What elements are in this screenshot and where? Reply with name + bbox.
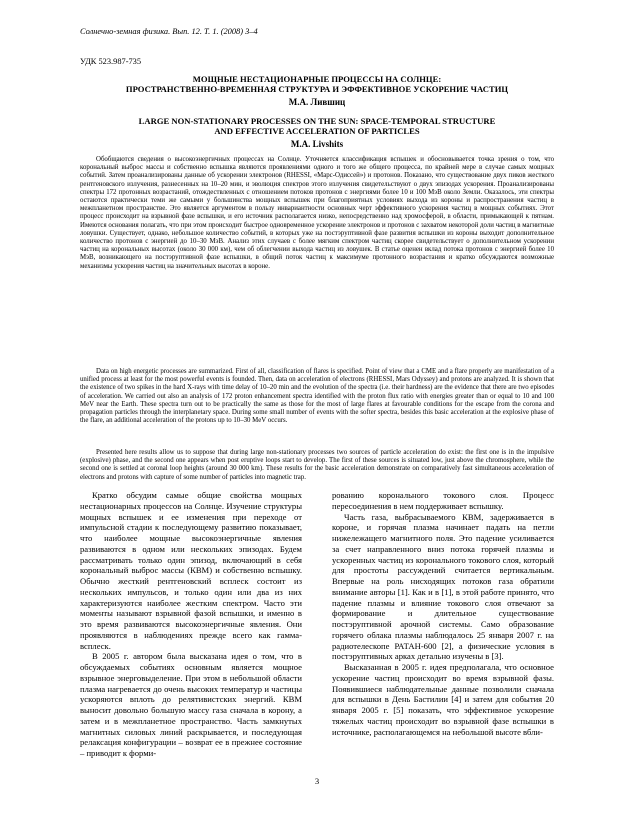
title-russian-line-2: ПРОСТРАНСТВЕННО-ВРЕМЕННАЯ СТРУКТУРА И ЭФФЕКТИВНОЕ УСКОРЕНИЕ ЧАСТИЦ (125, 84, 509, 95)
body-paragraph: рованию коронального токового слоя. Процесс пересоединения в нем поддерживает вспышку. (332, 490, 554, 511)
udk-code: УДК 523.987-735 (80, 57, 142, 66)
body-paragraph: Часть газа, выбрасываемого КВМ, задерживается в короне, и горячая плазма начинает падать на петли нижележащего магнитного поля. Это падение усиливается за счет направленного вниз потока горячей плазмы и ускоренных частиц из коронального токового слоя, который для простоты рассуждений считается вертикальным. Впервые на роль нисходящих потоков газа обратили внимание авторы [1]. Как и в [1], в этой работе принято, что падение плазмы и влияние токового слоя отвечают за формирование и длительное существование постэруптивной арочной системы. Само образование горячего облака плазмы наблюдалось 25 января 2007 г. на радиотелескопе РАТАН-600 [2], а физические условия в постэруптивных арках детально изучены в [3]. (332, 511, 554, 662)
title-russian (80, 74, 554, 95)
title-english-line-1: LARGE NON-STATIONARY PROCESSES ON THE SUN: SPACE-TEMPORAL STRUCTURE (138, 116, 496, 126)
title-english (80, 116, 554, 137)
abstract-english-paragraph-1: Data on high energetic processes are summarized. First of all, classification of flares is specified. Point of view that a CME and a flare properly are manifestation of a unified process at least for the most powerful events is founded. Then, data on acceleration of electrons (RHESSI, Mars Odyssey) and protons are analyzed. It is shown that the existence of two spikes in the hard X-rays with time delay of 10–20 min and the evolution of the spectra (i.e. their hardness) are the evidence that there are two episodes of acceleration. We carried out also an analysis of 172 proton enhancement spectra identified with the proton flux ratio with energies greater than or equal to 10 and 100 MeV near the Earth. These spectra turn out to be practically the same as those for the most of large flares at favourable conditions for the escape from the corona and propagation particles through the interplanetary space. During some small number of events with the softer spectra, besides this basic acceleration at the explosive phase of the flare, an additional acceleration of the protons up to 10–30 MeV occurs. (80, 368, 554, 425)
body-paragraph: Высказанная в 2005 г. идея предполагала, что основное ускорение частиц происходит во время взрывной фазы. Появившиеся наблюдательные данные позволили сначала для вспышки в День Бастилии [4] и затем для события 20 января 2005 г. [5] показать, что эффективное ускорение тяжелых частиц происходит во взрывной фазе вспышки в источнике, располагающемся на небольшой высоте вбли- (332, 662, 554, 737)
journal-header: Солнечно-земная физика. Вып. 12. Т. 1. (2008) 3–4 (80, 27, 258, 36)
author-russian: М.А. Лившиц (288, 97, 346, 107)
title-english-line-2: AND EFFECTIVE ACCELERATION OF PARTICLES (214, 126, 420, 137)
abstract-russian: Обобщаются сведения о высокоэнергичных процессах на Солнце. Уточняется классификация вспышек и обосновывается точка зрения о том, что корональный выброс массы и собственно вспышка являются проявлениями одного и того же общего процесса, по крайней мере в случае самых мощных событий. Затем проанализированы данные об ускорении электронов (RHESSI, «Марс-Одиссей») и протонов. Показано, что существование двух пиков жесткого рентгеновского излучения, разнесенных на 10–20 мин, и эволюция спектров этого излучения свидетельствуют о двух эпизодах ускорения. Проанализированы спектры 172 протонных возрастаний, отождествленных с отношением потоков протонов с энергиями более 10 и 100 МэВ около Земли. Оказалось, эти спектры остаются практически теми же самыми у большинства мощных вспышек при благоприятных условиях выхода из короны и распространения частиц в межпланетном пространстве. Это является аргументом в пользу инвариантности основных черт эффективного ускорения частиц в мощных событиях. Этот процесс происходит на взрывной фазе вспышки, и его источник располагается низко, непосредственно над хромосферой, в области, примыкающей к пятнам. Имеются основания полагать, что при этом происходит быстрое одновременное ускорение электронов и протонов с захватом некоторой доли частиц в магнитные ловушки. Существует, однако, небольшое количество событий, в которых уже на постэруптивной фазе развития вспышки из короны выходит дополнительное количество протонов с энергией до 10–30 МэВ. Анализ этих случаев с более мягким спектром частиц скорее свидетельствует о дополнительном ускорении частиц на корональных высотах (около 30 000 км), чем об облегчении выхода частиц из ловушек. В статье оценен вклад потока протонов с энергией более 10 МэВ, возникающего на постэруптивной фазе вспышки, в общий поток частиц к максимуме протонного возрастания и кратко обсуждаются возможные механизмы ускорения частиц на значительных высотах в короне. (80, 156, 554, 270)
body-column-right (332, 490, 554, 737)
title-russian-line-1: МОЩНЫЕ НЕСТАЦИОНАРНЫЕ ПРОЦЕССЫ НА СОЛНЦЕ: (192, 74, 442, 84)
body-paragraph: Кратко обсудим самые общие свойства мощных нестационарных процессов на Солнце. Изучение структуры мощных вспышек и ее изменения при переходе от импульсной стадии к последующему развитию показывает, что наиболее мощные высокоэнергичные явления развиваются в одном или нескольких эпизодах. Будем рассматривать только один эпизод, включающий в себя корональный выброс массы (КВМ) и собственно вспышку. Обычно жесткий рентгеновский всплеск состоит из нескольких импульсов, и только один или два из них характеризуются наиболее жестким спектром. Часто эти моменты называют взрывной фазой вспышки, и именно в это время развиваются высокоэнергичные явления. Они проявляются в наблюдениях прежде всего как гамма-всплеск. (80, 490, 302, 651)
author-english: M.A. Livshits (290, 139, 344, 149)
body-paragraph: В 2005 г. автором была высказана идея о том, что в обсуждаемых событиях основным является мощное взрывное энерговыделение. При этом в небольшой области плазма нагревается до очень высоких температур и частицы ускоряются вплоть до релятивистских энергий. КВМ выносит довольно большую массу газа сначала в корону, а затем и в межпланетное пространство. Часть замкнутых магнитных силовых линий раскрывается, и последующая релаксация конфигурации – возврат ее в прежнее состояние – приводит к форми- (80, 651, 302, 758)
body-column-left (80, 490, 302, 759)
abstract-english-paragraph-2: Presented here results allow us to suppose that during large non-stationary processes two sources of particle acceleration do exist: the first one is in the impulsive (explosive) phase, and the second one appears when post eruptive loops start to develop. The first of these sources is situated low, just above the chromosphere, while the second one is settled at coronal loop heights (around 30 000 km). These results for the basic acceleration demonstrate on comparatively fast simultaneous acceleration of electrons and protons with capture of some number of particles into magnetic trap. (80, 449, 554, 481)
page-number: 3 (314, 776, 320, 786)
